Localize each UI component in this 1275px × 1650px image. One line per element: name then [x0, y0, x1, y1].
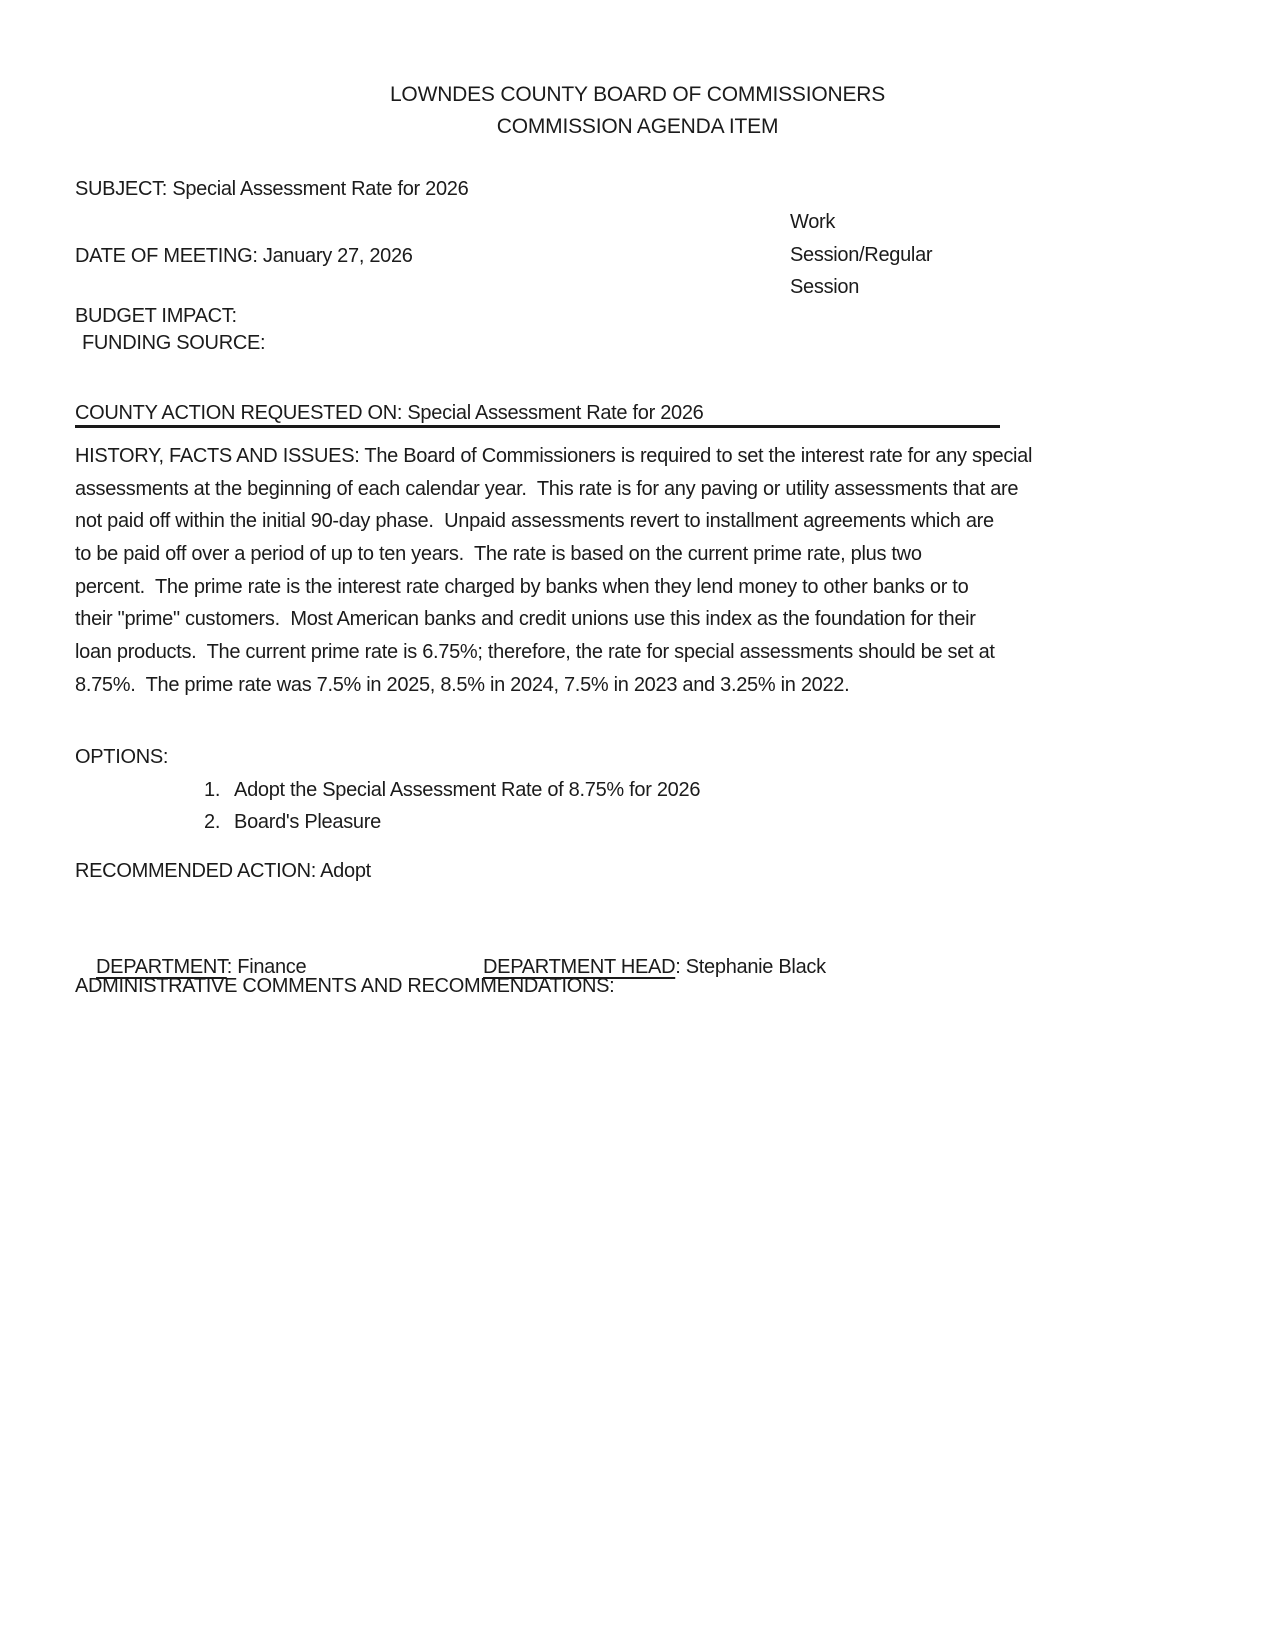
session-type-line-2: Session/Regular	[790, 243, 933, 266]
history-line-3: not paid off within the initial 90-day phase. Unpaid assessments revert to installment agreements which are	[75, 510, 994, 533]
history-line-7: loan products. The current prime rate is 6.75%; therefore, the rate for special assessments should be set at	[75, 640, 995, 663]
department-label: DEPARTMENT	[96, 955, 227, 978]
history-line-5: percent. The prime rate is the interest rate charged by banks when they lend money to other banks or to	[75, 575, 969, 598]
history-line-2: assessments at the beginning of each calendar year. This rate is for any paving or utility assessments that are	[75, 477, 1019, 500]
session-type-line-3: Session	[790, 276, 860, 299]
option-text-1: Adopt the Special Assessment Rate of 8.75% for 2026	[234, 778, 701, 801]
option-number-1: 1.	[204, 778, 221, 801]
option-text-2: Board's Pleasure	[234, 810, 381, 833]
doc-title-line-1: LOWNDES COUNTY BOARD OF COMMISSIONERS	[389, 83, 886, 106]
history-line-4: to be paid off over a period of up to ten years. The rate is based on the current prime rate, plus two	[75, 542, 922, 565]
county-action-rule	[75, 425, 1000, 428]
history-line-6: their "prime" customers. Most American banks and credit unions use this index as the foundation for their	[75, 608, 976, 631]
county-action-heading: COUNTY ACTION REQUESTED ON: Special Assessment Rate for 2026	[75, 402, 704, 424]
subject-field: SUBJECT: Special Assessment Rate for 2026	[75, 178, 469, 200]
department-value: : Finance	[226, 955, 307, 978]
department-head-label: DEPARTMENT HEAD	[483, 955, 676, 978]
history-paragraph	[75, 440, 1032, 701]
history-line-1: HISTORY, FACTS AND ISSUES: The Board of Commissioners is required to set the interest rate for any special	[75, 445, 1033, 467]
options-label: OPTIONS:	[75, 746, 169, 768]
date-of-meeting-field: DATE OF MEETING: January 27, 2026	[75, 245, 413, 267]
department-head-value: : Stephanie Black	[675, 955, 826, 978]
session-type	[790, 206, 932, 304]
history-line-8: 8.75%. The prime rate was 7.5% in 2025, 8.5% in 2024, 7.5% in 2023 and 3.25% in 2022.	[75, 673, 850, 696]
budget-impact-field: BUDGET IMPACT:	[75, 305, 237, 327]
admin-comments-heading: ADMINISTRATIVE COMMENTS AND RECOMMENDATIONS:	[75, 975, 615, 997]
doc-title-line-2: COMMISSION AGENDA ITEM	[496, 115, 779, 138]
option-number-2: 2.	[204, 810, 221, 833]
recommended-action-field: RECOMMENDED ACTION: Adopt	[75, 860, 371, 882]
funding-source-field: FUNDING SOURCE:	[82, 332, 266, 354]
session-type-line-1: Work	[790, 211, 836, 233]
